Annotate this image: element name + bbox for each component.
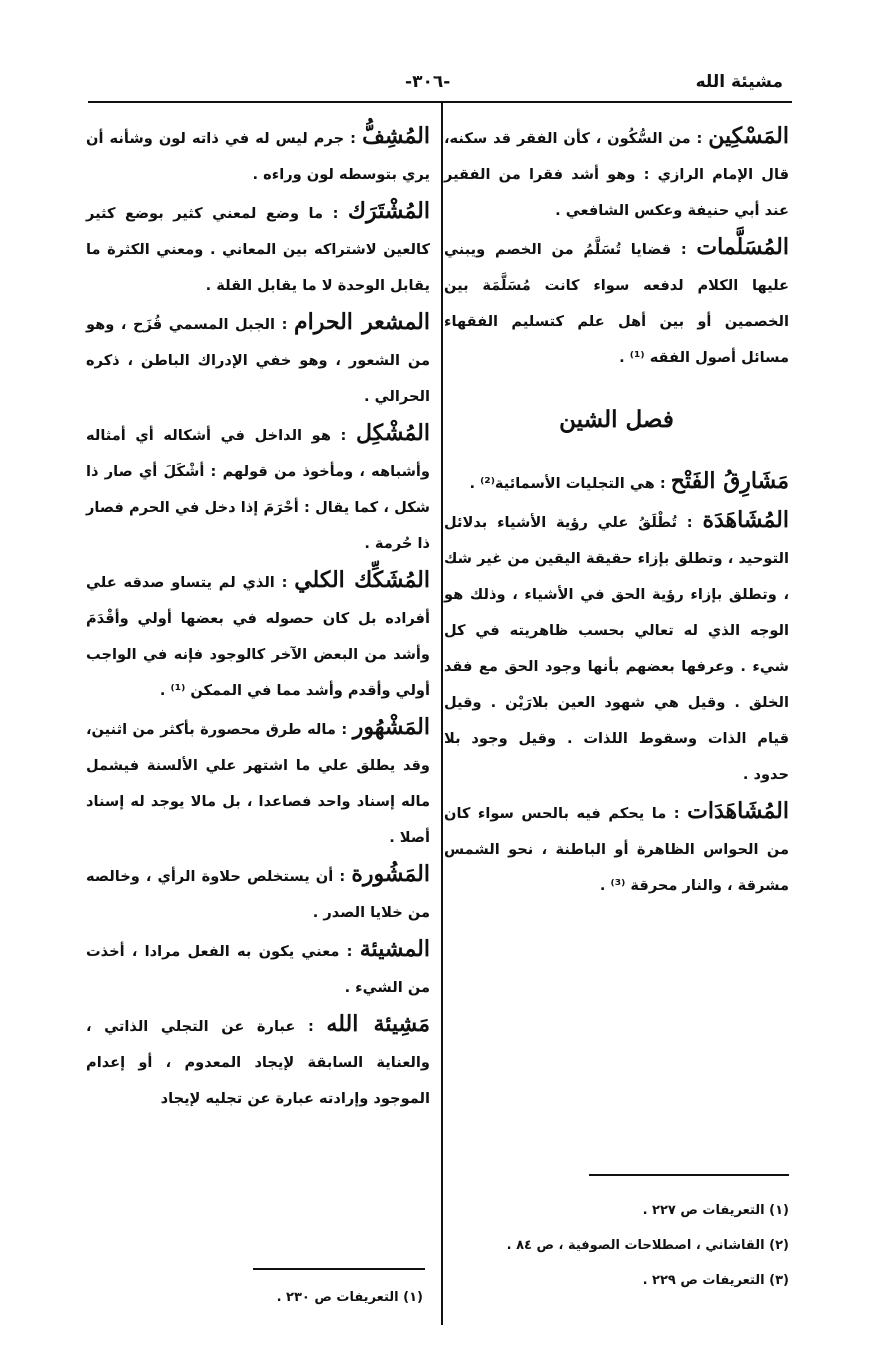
entry-term: المُسَلَّمات xyxy=(696,234,789,260)
entry xyxy=(444,229,789,376)
entry xyxy=(86,304,430,415)
footnote: (٣) التعريفات ص ٢٢٩ . xyxy=(642,1273,789,1288)
entry-term: المَشُورة xyxy=(351,861,430,887)
footnotes-right xyxy=(444,1193,789,1298)
entry-term: مَشَارِقُ الفَتْح xyxy=(670,468,789,494)
entry-text: : من السُّكُون ، كأن الفقر قد سكنه، قال الإمام الرازي : وهو أشد فقرا من الفقير عند أبي حنيفة وعكس الشافعي . xyxy=(444,130,789,219)
right-column xyxy=(444,118,789,904)
entry-text: : الذي لم يتساو صدقه علي أفراده بل كان حصوله في بعضها أولي وأقْدَمَ وأشد من البعض الآخر كالوجود فإنه في الواجب أولي وأقدم وأشد مما في الممكن ⁽¹⁾ . xyxy=(86,574,430,699)
entry-term: المشعر الحرام xyxy=(294,309,430,335)
entry xyxy=(86,562,430,709)
entry-text: : ما يحكم فيه بالحس سواء كان من الحواس الظاهرة أو الباطنة ، نحو الشمس مشرقة ، والنار محرقة ⁽³⁾ . xyxy=(444,805,789,894)
footnote-rule xyxy=(253,1268,425,1270)
entry-term: المُشَاهَدَات xyxy=(687,798,789,824)
entry xyxy=(86,709,430,856)
running-title: مشيئة الله xyxy=(695,72,783,92)
entry-term: المَشْهُور xyxy=(352,714,430,740)
page-number: -٣٠٦- xyxy=(405,72,451,92)
entry xyxy=(86,1006,430,1117)
entry xyxy=(86,415,430,562)
column-divider xyxy=(441,103,443,1325)
entry-term: المُشْكِل xyxy=(356,420,430,446)
entry-text: : جرم ليس له في ذاته لون وشأنه أن يري بتوسطه لون وراءه . xyxy=(86,130,430,183)
entry-text: : هو الداخل في أشكاله أي أمثاله وأشباهه ، ومأخوذ من قولهم : أشْكَلَ أي صار ذا شكل ، كما يقال : أحْرَمَ إذا دخل في الحرم فصار ذا حُرمة . xyxy=(86,427,430,552)
entry-term: المَسْكِين xyxy=(708,123,789,149)
entry-term: مَشِيئة الله xyxy=(326,1011,430,1037)
footnote-rule xyxy=(589,1174,789,1176)
footnotes-left xyxy=(83,1280,423,1315)
footnote: (١) التعريفات ص ٢٣٠ . xyxy=(276,1290,423,1305)
entry xyxy=(86,193,430,304)
entry xyxy=(444,502,789,793)
entry xyxy=(444,793,789,904)
entry-text: : معني يكون به الفعل مرادا ، أخذت من الشيء . xyxy=(86,943,430,996)
entry-text: : قضايا تُسَلَّمُ من الخصم ويبني عليها الكلام لدفعه سواء كانت مُسَلَّمَة بين الخصمين أو بين أهل علم كتسليم الفقهاء مسائل أصول الفقه ⁽¹⁾ . xyxy=(444,241,789,366)
entry xyxy=(444,463,789,502)
entry-term: المُشَكِّك الكلي xyxy=(294,567,430,593)
entry-text: : الجبل المسمي قُزَح ، وهو من الشعور ، وهو خفي الإدراك الباطن ، ذكره الحرالي . xyxy=(86,316,430,405)
entry xyxy=(86,931,430,1006)
footnote: (١) التعريفات ص ٢٢٧ . xyxy=(642,1203,789,1218)
section-title: فصل الشين xyxy=(559,406,674,433)
entry-term: المُشِفُّ xyxy=(362,123,430,149)
entry-term: المشيئة xyxy=(359,936,430,962)
entry-text: : هي التجليات الأسمائية⁽²⁾ . xyxy=(469,475,671,492)
entry-text: : عبارة عن التجلي الذاتي ، والعناية السابقة لإيجاد المعدوم ، أو إعدام الموجود وإرادته عبارة عن تجليه لإيجاد xyxy=(86,1018,430,1107)
entry xyxy=(86,856,430,931)
left-column xyxy=(86,118,430,1117)
entry-text: : ماله طرق محصورة بأكثر من اثنين، وقد يطلق علي ما اشتهر علي الألسنة فيشمل ماله إسناد واحد فصاعدا ، بل مالا يوجد له إسناد أصلا . xyxy=(86,721,430,846)
entry-text: : تُطْلَقُ علي رؤية الأشياء بدلائل التوحيد ، وتطلق بإزاء حقيقة اليقين من غير شك ، وتطلق بإزاء رؤية الحق في الأشياء ، وذلك هو الوجه الذي له تعالي بحسب ظاهريته في كل شيء . وعرفها بعضهم بأنها وجود الحق مع فقد الخلق . وقيل هي شهود العين بلارَيْن . وقيل قيام الذات وسقوط اللذات . وقيل وجود بلا حدود . xyxy=(444,514,789,783)
footnote: (٢) القاشاني ، اصطلاحات الصوفية ، ص ٨٤ . xyxy=(506,1238,789,1253)
entry xyxy=(444,118,789,229)
entry-term: المُشْتَرَك xyxy=(347,198,430,224)
entry-term: المُشَاهَدَة xyxy=(702,507,789,533)
entry-text: : ما وضع لمعني كثير بوضع كثير كالعين لاشتراكه بين المعاني . ومعني الكثرة ما يقابل الوحدة لا ما يقابل القلة . xyxy=(86,205,430,294)
entry xyxy=(86,118,430,193)
entry-text: : أن يستخلص حلاوة الرأي ، وخالصه من خلايا الصدر . xyxy=(86,868,430,921)
header-rule xyxy=(88,101,792,103)
